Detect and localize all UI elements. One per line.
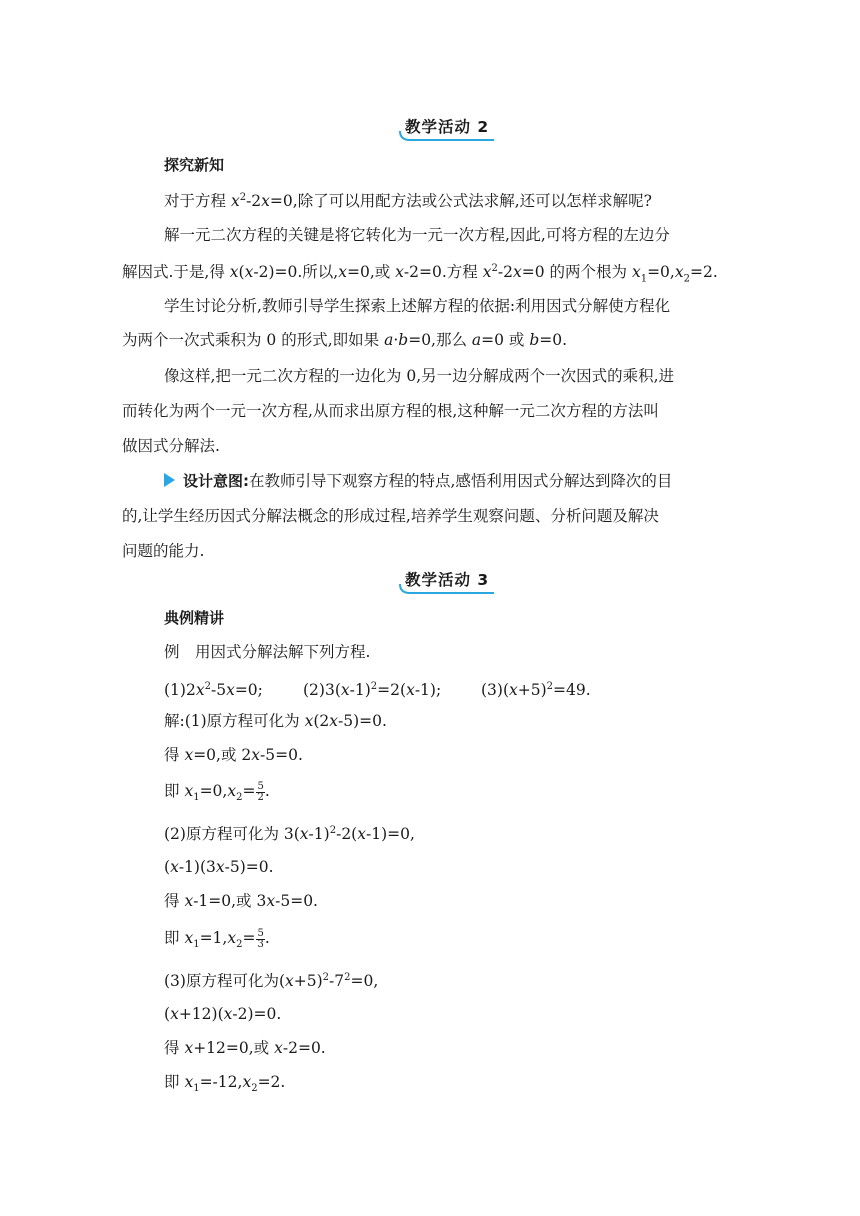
activity2-section-title: 探究新知 bbox=[164, 156, 225, 174]
activity2-paragraph-4-line-2: 而转化为两个一元一次方程,从而求出原方程的根,这种解一元二次方程的方法叫 bbox=[122, 402, 659, 420]
activity3-heading bbox=[0, 566, 860, 596]
solution-line-1: 解:(1)原方程可化为 x(2x-5)=0. bbox=[164, 712, 387, 730]
solution-line-10: 得 x+12=0,或 x-2=0. bbox=[164, 1039, 326, 1057]
activity3-heading-text: 教学活动 3 bbox=[405, 571, 490, 589]
activity2-paragraph-1: 对于方程 $x^2-2x=0$,除了可以用配方法或公式法求解,还可以怎样求解呢? bbox=[164, 192, 652, 211]
fraction-5-3: $\frac{5}{3}$ bbox=[257, 927, 264, 950]
solution-line-8: (3)原方程可化为$(x+5)^2-7^2=0$, bbox=[164, 972, 379, 991]
heading-underline-icon bbox=[398, 113, 498, 143]
solution-line-4: (2)原方程可化为 $3(x-1)^2-2(x-1)=0$, bbox=[164, 825, 415, 844]
heading-underline-icon bbox=[398, 566, 498, 596]
activity2-heading bbox=[0, 113, 860, 143]
design-intent-line-3: 问题的能力. bbox=[122, 542, 205, 560]
solution-line-11: 即 $x_1=-12,x_2=2$. bbox=[164, 1073, 286, 1095]
design-intent-line-2: 的,让学生经历因式分解法概念的形成过程,培养学生观察问题、分析问题及解决 bbox=[122, 507, 659, 525]
activity2-heading-text: 教学活动 2 bbox=[405, 118, 490, 136]
solution-line-6: 得 x-1=0,或 3x-5=0. bbox=[164, 892, 318, 910]
example-statement: 例 用因式分解法解下列方程. bbox=[164, 643, 371, 661]
play-arrow-icon bbox=[164, 473, 175, 487]
activity2-paragraph-4-line-3: 做因式分解法. bbox=[122, 437, 220, 455]
activity2-paragraph-2-line-2: 解因式.于是,得 x(x-2)=0.所以,x=0,或 x-2=0.方程 $x^2-2x=0$ 的两个根为 $x_1=0,x_2=2$. bbox=[122, 263, 718, 285]
solution-line-9: (x+12)(x-2)=0. bbox=[164, 1005, 282, 1023]
problem-3: $(3)(x+5)^2=49$. bbox=[481, 681, 591, 700]
solution-line-2: 得 x=0,或 2x-5=0. bbox=[164, 746, 303, 764]
activity2-paragraph-2-line-1: 解一元二次方程的关键是将它转化为一元一次方程,因此,可将方程的左边分 bbox=[164, 226, 670, 244]
design-intent-label: 设计意图: bbox=[183, 472, 249, 490]
fraction-5-2: $\frac{5}{2}$ bbox=[257, 780, 264, 803]
problem-1: $(1)2x^2-5x=0$; bbox=[164, 681, 263, 700]
solution-line-7: 即 $x_1=1,x_2=$ $\frac{5}{3}$ . bbox=[164, 927, 270, 951]
activity2-paragraph-3-line-1: 学生讨论分析,教师引导学生探索上述解方程的依据:利用因式分解使方程化 bbox=[164, 297, 671, 315]
design-intent-line-1 bbox=[164, 471, 672, 491]
activity3-section-title: 典例精讲 bbox=[164, 609, 225, 627]
design-intent-text: 在教师引导下观察方程的特点,感悟利用因式分解达到降次的目 bbox=[249, 472, 673, 490]
activity2-paragraph-4-line-1: 像这样,把一元二次方程的一边化为 0,另一边分解成两个一次因式的乘积,进 bbox=[164, 367, 675, 385]
solution-line-3: 即 $x_1=0,x_2=$ $\frac{5}{2}$ . bbox=[164, 780, 270, 804]
activity2-paragraph-3-line-2: 为两个一次式乘积为 0 的形式,即如果 a·b=0,那么 a=0 或 b=0. bbox=[122, 331, 568, 349]
solution-line-5: (x-1)(3x-5)=0. bbox=[164, 858, 274, 876]
problem-2: $(2)3(x-1)^2=2(x-1)$; bbox=[303, 681, 442, 700]
